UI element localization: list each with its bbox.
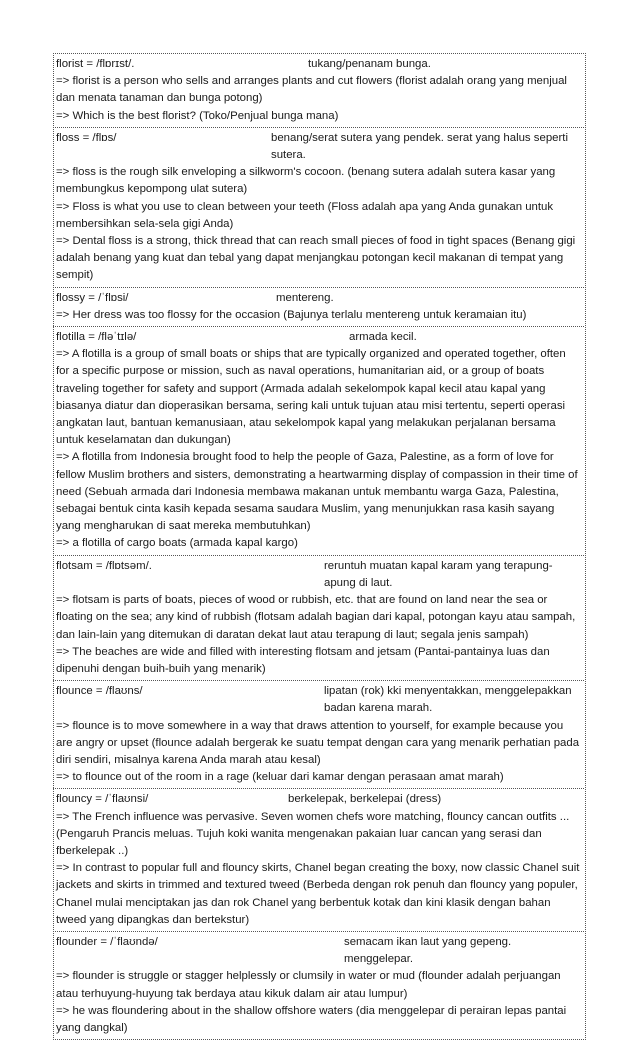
meaning: reruntuh muatan kapal karam yang terapung-apung di laut. [324,559,553,589]
example-line: => Floss is what you use to clean between your teeth (Floss adalah apa yang Anda gunakan untuk membersihkan sela-sela gigi Anda) [56,200,554,230]
entry-headline [56,791,581,808]
example-line: => A flotilla from Indonesia brought food to help the people of Gaza, Palestine, as a form of love for fellow Muslim brothers and sisters, demonstrating a heartwarming display of compassion in their time of need (Sebuah armada dari Indonesia membawa makanan untuk membantu warga Gaza, Palestina, sebagai bentuk cinta kasih kepada sesama saudara Muslim, yang menunjukkan rasa kasih sayang yang mengharukan di saat mereka membutuhkan) [56,451,578,533]
glossary-entry-flouncy [53,788,584,931]
example-line: => to flounce out of the room in a rage (keluar dari kamar dengan perasaan amat marah) [56,771,504,784]
headword: flounder = /ˈflaʊndə/ [56,935,158,948]
glossary-entry-floss [53,127,584,287]
headword: flotsam = /flɒtsəm/. [56,559,152,572]
example-line: => he was floundering about in the shallow offshore waters (dia menggelepar di perairan lepas pantai yang dangkal) [56,1004,567,1034]
headword: flounce = /flaʊns/ [56,685,143,698]
meaning: mentereng. [276,291,334,304]
headword: flotilla = /fləˈtɪlə/ [56,331,137,344]
headword: floss = /flɒs/ [56,131,117,144]
glossary-entry-florist [53,53,584,127]
entry-headline [56,683,581,717]
meaning: berkelepak, berkelepai (dress) [288,793,442,806]
glossary-entry-flounder [53,931,584,1040]
example-line: => Her dress was too flossy for the occasion (Bajunya terlalu mentereng untuk keramaian itu) [56,308,527,321]
entry-headline [56,56,581,73]
entry-headline [56,558,581,592]
entry-headline [56,130,581,164]
headword: florist = /flɒrɪst/. [56,58,135,70]
meaning: benang/serat sutera yang pendek. serat yang halus seperti sutera. [271,131,568,162]
example-line: => Dental floss is a strong, thick thread that can reach small pieces of food in tight spaces (Benang gigi adalah benang yang kuat dan tebal yang dapat menjangkau potongan kecil makanan di tempat yang sempit) [56,235,576,282]
glossary-entry-flotilla [53,326,584,555]
meaning: armada kecil. [349,331,417,344]
example-line: => a flotilla of cargo boats (armada kapal kargo) [56,537,298,550]
meaning: semacam ikan laut yang gepeng. menggelepar. [344,935,512,966]
example-line: => flotsam is parts of boats, pieces of wood or rubbish, etc. that are found on land near the sea or floating on the sea; any kind of rubbish (flotsam adalah bagian dari kapal, potongan kayu atau sampah, dan lain-lain yang ditemukan di daratan dekat laut atau terapung di laut; segala jenis sampah) [56,594,576,641]
glossary-entry-flossy [53,287,584,326]
example-line: => The beaches are wide and filled with interesting flotsam and jetsam (Pantai-pantainya luas dan dipenuhi dengan buih-buih yang menarik) [56,645,550,675]
meaning: tukang/penanam bunga. [308,58,431,70]
example-line: => Which is the best florist? (Toko/Penjual bunga mana) [56,109,339,122]
meaning: lipatan (rok) kki menyentakkan, menggelepakkan badan karena marah. [324,685,572,715]
glossary-document [53,53,584,1040]
example-line: => florist is a person who sells and arranges plants and cut flowers (florist adalah orang yang menjual dan menata tanaman dan bunga potong) [56,75,567,105]
example-line: => floss is the rough silk enveloping a silkworm's cocoon. (benang sutera adalah sutera kasar yang membungkus kepompong ulat sutera) [56,166,556,196]
example-line: => A flotilla is a group of small boats or ships that are typically organized and operated together, often for a specific purpose or mission, such as naval operations, humanitarian aid, or a group of boats traveling together for safety and support (Armada adalah sekelompok kapal kecil atau kapal yang biasanya diatur dan dioperasikan bersama, sering kali untuk tujuan atau misi tertentu, seperti operasi angkatan laut, bantuan kemanusiaan, atau sekelompok kapal yang melakukan perjalanan bersama untuk keselamatan dan dukungan) [56,348,566,447]
glossary-entry-flounce [53,680,584,788]
headword: flouncy = /ˈflaʊnsi/ [56,793,149,806]
headword: flossy = /ˈflɒsi/ [56,291,129,304]
example-line: => flounder is struggle or stagger helplessly or clumsily in water or mud (flounder adalah perjuangan atau terhuyung-huyung tak berdaya atau kikuk dalam air atau lumpur) [56,970,561,1000]
example-line: => flounce is to move somewhere in a way that draws attention to yourself, for example because you are angry or upset (flounce adalah bergerak ke suatu tempat dengan cara yang menarik perhatian pada diri sendiri, misalnya karena Anda marah atau kesal) [56,719,580,766]
entry-headline [56,329,581,346]
glossary-entry-flotsam [53,555,584,680]
example-line: => In contrast to popular full and flouncy skirts, Chanel began creating the boxy, now classic Chanel suit jackets and skirts in trimmed and textured tweed (Berbeda dengan rok penuh dan flouncy yang populer, Chanel mulai menciptakan jas dan rok Chanel yang berbentuk kotak dan kini klasik dengan bahan tweed yang dipangkas dan bertekstur) [56,862,580,926]
entry-headline [56,934,581,968]
entry-headline [56,290,581,307]
example-line: => The French influence was pervasive. Seven women chefs wore matching, flouncy cancan outfits ... (Pengaruh Prancis meluas. Tujuh koki wanita mengenakan pakaian luar cancan yang serasi dan fberkelepak ..) [56,810,570,857]
